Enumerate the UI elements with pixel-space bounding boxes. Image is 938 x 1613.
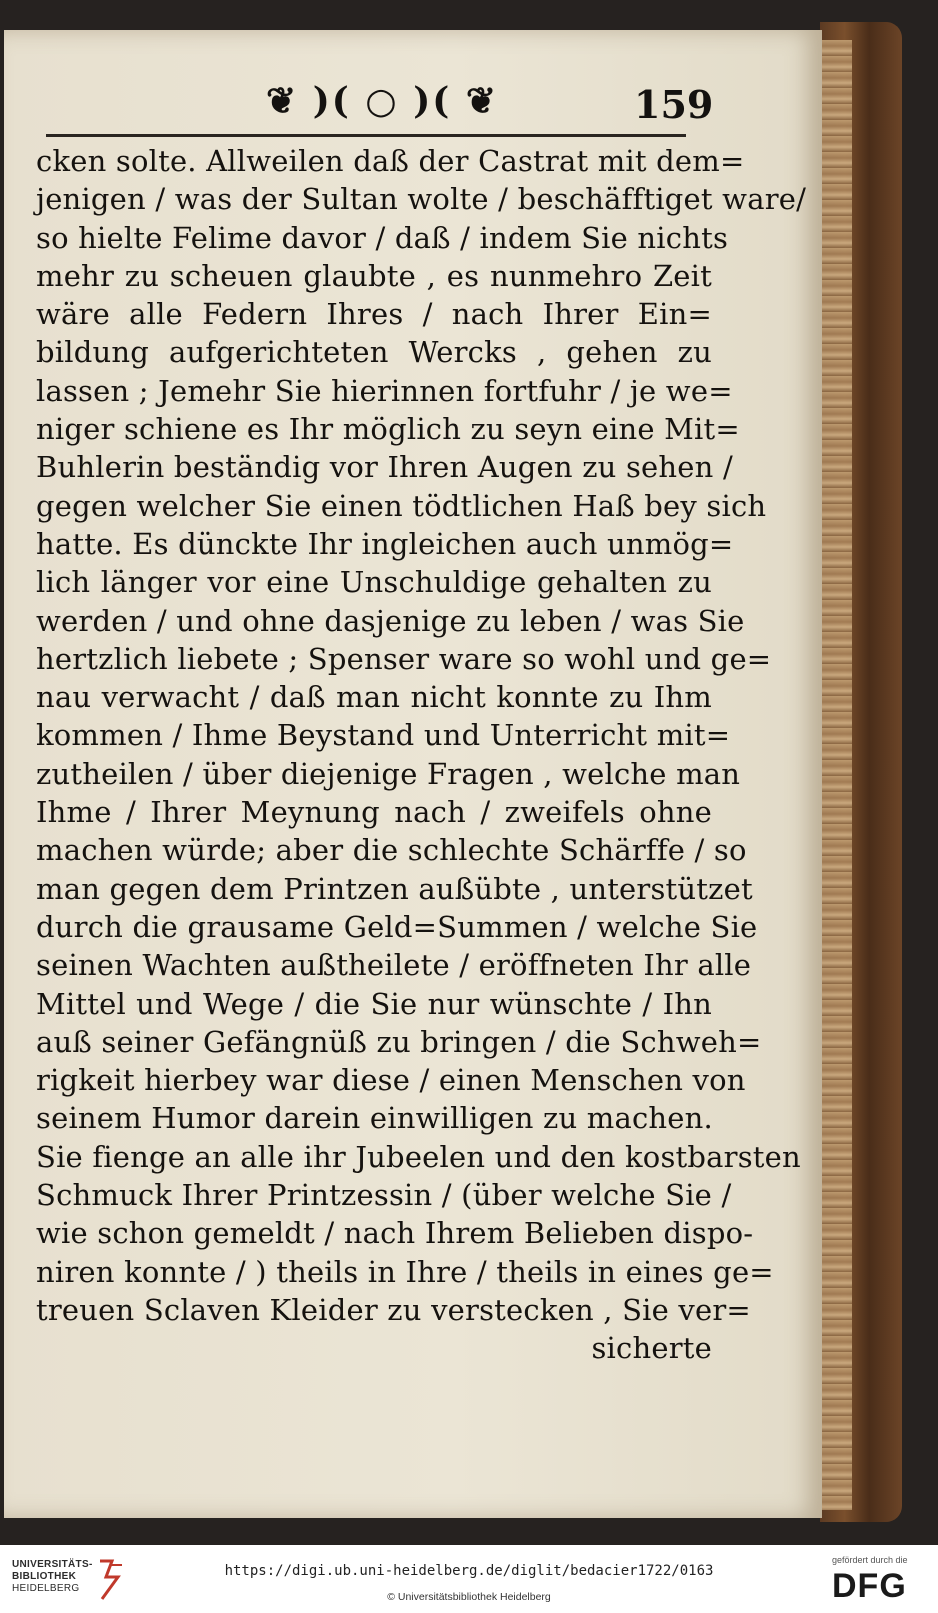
- text-line: Schmuck Ihrer Printzessin / (über welche Sie /: [36, 1178, 732, 1213]
- text-line: Mittel und Wege / die Sie nur wünschte / Ihn: [36, 986, 712, 1021]
- viewer-footer: [0, 1545, 938, 1613]
- text-line: mehr zu scheuen glaubte , es nunmehro Zeit: [36, 258, 712, 293]
- book-page: [4, 30, 822, 1518]
- text-line: auß seiner Gefängnüß zu bringen / die Schweh=: [36, 1024, 762, 1059]
- text-line: machen würde; aber die schlechte Schärffe / so: [36, 833, 747, 868]
- header-ornament: ❦ )( ○ )( ❦: [266, 80, 499, 122]
- text-line: jenigen / was der Sultan wolte / beschäfftiget ware/: [36, 182, 807, 217]
- text-line: wie schon gemeldt / nach Ihrem Belieben dispo-: [36, 1216, 754, 1251]
- text-line: wäre alle Federn Ihres / nach Ihrer Ein=: [36, 297, 712, 332]
- text-line: durch die grausame Geld=Summen / welche Sie: [36, 909, 758, 944]
- body-text: [36, 142, 807, 1368]
- text-line: gegen welcher Sie einen tödtlichen Haß bey sich: [36, 488, 767, 523]
- permalink-url[interactable]: https://digi.ub.uni-heidelberg.de/diglit/bedacier1722/0163: [224, 1563, 714, 1579]
- text-line: bildung aufgerichteten Wercks , gehen zu: [36, 335, 712, 370]
- copyright-notice: © Universitätsbibliothek Heidelberg: [387, 1591, 551, 1603]
- text-line: hatte. Es dünckte Ihr ingleichen auch unmög=: [36, 526, 734, 561]
- page-header: [4, 80, 822, 140]
- text-line: seinen Wachten außtheilete / eröffneten Ihr alle: [36, 948, 752, 983]
- text-line: so hielte Felime davor / daß / indem Sie nichts: [36, 220, 729, 255]
- text-line: Ihme / Ihrer Meynung nach / zweifels ohne: [36, 795, 712, 830]
- text-line: werden / und ohne dasjenige zu leben / was Sie: [36, 603, 745, 638]
- text-line: lassen ; Jemehr Sie hierinnen fortfuhr / je we=: [36, 373, 733, 408]
- text-line: treuen Sclaven Kleider zu verstecken , Sie ver=: [36, 1292, 751, 1327]
- text-line: Buhlerin beständig vor Ihren Augen zu sehen /: [36, 450, 733, 485]
- funding-note: gefördert durch die: [832, 1555, 908, 1565]
- page-number: 159: [634, 82, 714, 127]
- text-line: niger schiene es Ihr möglich zu seyn eine Mit=: [36, 412, 740, 447]
- ub-logo-line: BIBLIOTHEK: [12, 1571, 77, 1582]
- ub-logo-line: UNIVERSITÄTS-: [12, 1559, 93, 1570]
- catchword: sicherte: [591, 1331, 712, 1366]
- header-rule: [46, 134, 686, 137]
- ub-logo-line: HEIDELBERG: [12, 1583, 80, 1594]
- text-line: seinem Humor darein einwilligen zu machen.: [36, 1101, 713, 1136]
- text-line: cken solte. Allweilen daß der Castrat mit dem=: [36, 144, 745, 178]
- text-line: lich länger vor eine Unschuldige gehalten zu: [36, 565, 712, 600]
- text-line: rigkeit hierbey war diese / einen Menschen von: [36, 1063, 746, 1098]
- text-line: hertzlich liebete ; Spenser ware so wohl und ge=: [36, 641, 772, 676]
- text-line: man gegen dem Printzen außübte , unterstützet: [36, 871, 753, 906]
- text-line: nau verwacht / daß man nicht konnte zu Ihm: [36, 680, 712, 715]
- dfg-logo[interactable]: DFG: [832, 1567, 907, 1605]
- text-line: niren konnte / ) theils in Ihre / theils in eines ge=: [36, 1254, 774, 1289]
- text-line: zutheilen / über diejenige Fragen , welche man: [36, 756, 741, 791]
- text-line: Sie fienge an alle ihr Jubeelen und den kostbarsten: [36, 1139, 801, 1174]
- text-line: kommen / Ihme Beystand und Unterricht mit=: [36, 718, 731, 753]
